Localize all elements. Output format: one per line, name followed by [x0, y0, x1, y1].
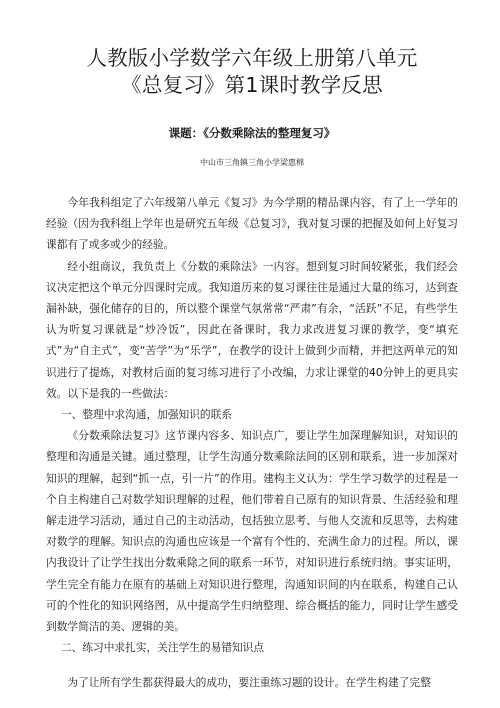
document-title	[46, 0, 458, 99]
paragraph-intro: 今年我科组定了六年级第八单元《复习》为今学期的精品课内容，有了上一学年的经验（因为我科组上学年也是研究五年级《总复习》，我对复习课的把握及如何上好复习课都有了或多或少的经验。	[46, 196, 458, 252]
title-line-1: 人教版小学数学六年级上册第八单元	[86, 46, 418, 70]
section-heading-2: 二、练习中求扎实，关注学生的易错知识点	[60, 641, 265, 655]
section-heading-1: 一、整理中求沟通，加强知识的联系	[60, 408, 232, 422]
author-line: 中山市三角镇三角小学梁惠棉	[200, 158, 304, 167]
paragraph-section-2: 为了让所有学生都获得最大的成功，要注重练习题的设计。在学生构建了完整	[67, 676, 431, 690]
paragraph-planning: 经小组商议，我负责上《分数的乘除法》一内容。想到复习时间较紧张，我们经会议决定把这个单元分四课时完成。我知道历来的复习课往往是通过大量的练习，达到查漏补缺，强化储存的目的，所以整个课堂气氛常常“严肃”有余，“活跃”不足，有些学生认为听复习课就是“炒冷饭”，因此在备课时，我力求改进复习课的教学，变“填充式”为“自主式”，变“苦学”为“乐学”，在教学的设计上做到少而精，并把这两单元的知识进行了提炼，对教材后面的复习练习进行了小改编，力求让课堂的40分钟上的更具实效。以下是我的一些做法：	[46, 259, 458, 400]
title-line-2: 《总复习》第1课时教学反思	[121, 73, 383, 97]
lesson-subject: 课题：《分数乘除法的整理复习》	[168, 126, 336, 140]
paragraph-section-1: 《分数乘除法复习》这节课内容多、知识点广，要让学生加深理解知识，对知识的整理和沟通是关键。通过整理，让学生沟通分数乘除法间的区别和联系，进一步加深对知识的理解，起到“抓一点，引一片”的作用。建构主义认为：学生学习数学的过程是一个自主构建自己对数学知识理解的过程，他们带着自己原有的知识背景、生活经验和理解走进学习活动，通过自己的主动活动，包括独立思考、与他人交流和反思等，去构建对数学的理解。知识点的沟通也应该是一个富有个性的、充满生命力的过程。所以，课内我设计了让学生找出分数乘除之间的联系一环节，对知识进行系统归纳。事实证明，学生完全有能力在原有的基础上对知识进行整理，沟通知识间的内在联系，构建自己认可的个性化的知识网络图，从中提高学生归纳整理、综合概括的能力，同时让学生感受到数学简洁的美、逻辑的美。	[46, 429, 458, 634]
document-body	[46, 192, 458, 694]
